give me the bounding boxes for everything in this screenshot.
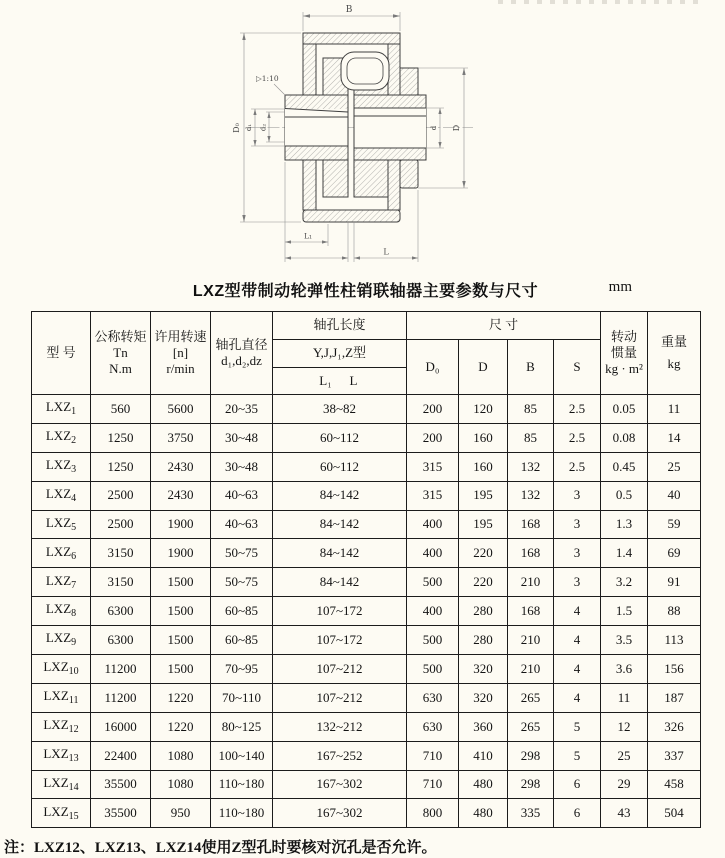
value-cell: 6300	[91, 597, 151, 626]
value-cell: 3750	[151, 423, 211, 452]
model-subscript: 3	[71, 463, 77, 475]
value-cell: 560	[91, 395, 151, 424]
value-cell: 5	[554, 741, 601, 770]
value-cell: 1500	[151, 597, 211, 626]
model-prefix: LXZ	[43, 688, 69, 704]
value-cell: 40	[648, 481, 701, 510]
value-cell: 950	[151, 799, 211, 828]
dim-label-D0: D₀	[232, 123, 241, 133]
value-cell: 35500	[91, 770, 151, 799]
table-row	[32, 741, 701, 770]
page-title: LXZ型带制动轮弹性柱销联轴器主要参数与尺寸	[192, 283, 539, 300]
dim-label-d1: d₁	[245, 123, 253, 132]
value-cell: 3150	[91, 568, 151, 597]
cropped-print-artifact	[498, 0, 703, 4]
value-cell: 710	[407, 741, 459, 770]
model-prefix: LXZ	[45, 456, 72, 472]
value-cell: 132	[508, 481, 554, 510]
value-cell: 85	[508, 395, 554, 424]
value-cell: 84~142	[273, 481, 407, 510]
value-cell: 113	[648, 626, 701, 655]
taper-leader-line	[274, 84, 286, 96]
model-prefix: LXZ	[43, 659, 69, 675]
value-cell: 1250	[91, 423, 151, 452]
model-cell	[32, 626, 91, 655]
table-header	[32, 312, 701, 395]
value-cell: 1080	[151, 741, 211, 770]
value-cell: 120	[459, 395, 508, 424]
header-L1-L: L₁ L	[273, 368, 407, 395]
value-cell: 91	[648, 568, 701, 597]
dim-label-d2: d₂	[259, 123, 268, 132]
value-cell: 11	[648, 395, 701, 424]
value-cell: 4	[554, 683, 601, 712]
value-cell: 25	[601, 741, 648, 770]
footnote	[4, 836, 437, 857]
value-cell: 30~48	[211, 423, 273, 452]
model-cell	[32, 510, 91, 539]
value-cell: 335	[508, 799, 554, 828]
value-cell: 458	[648, 770, 701, 799]
table-body	[32, 395, 701, 828]
value-cell: 210	[508, 626, 554, 655]
value-cell: 12	[601, 712, 648, 741]
brake-drum-right-wall-top	[388, 44, 400, 95]
value-cell: 400	[407, 597, 459, 626]
value-cell: 0.45	[601, 452, 648, 481]
value-cell: 320	[459, 655, 508, 684]
right-flange-rim-top	[400, 68, 418, 95]
brake-drum-left-wall-top	[303, 44, 316, 95]
model-prefix: LXZ	[45, 514, 72, 530]
table-row	[32, 626, 701, 655]
value-cell: 110~180	[211, 770, 273, 799]
value-cell: 50~75	[211, 568, 273, 597]
value-cell: 800	[407, 799, 459, 828]
value-cell: 30~48	[211, 452, 273, 481]
value-cell: 60~85	[211, 626, 273, 655]
value-cell: 11	[601, 683, 648, 712]
header-bore-diameter: 轴孔直径 d₁,d₂,dz	[211, 312, 273, 395]
value-cell: 2.5	[554, 423, 601, 452]
header-B: B	[508, 340, 554, 395]
model-prefix: LXZ	[43, 716, 69, 732]
value-cell: 5600	[151, 395, 211, 424]
right-flange-bottom	[354, 160, 388, 197]
header-model: 型 号	[32, 312, 91, 395]
value-cell: 2500	[91, 481, 151, 510]
table-row	[32, 683, 701, 712]
value-cell: 80~125	[211, 712, 273, 741]
value-cell: 298	[508, 770, 554, 799]
value-cell: 2.5	[554, 452, 601, 481]
value-cell: 0.05	[601, 395, 648, 424]
value-cell: 168	[508, 597, 554, 626]
value-cell: 400	[407, 539, 459, 568]
model-cell	[32, 452, 91, 481]
value-cell: 3	[554, 510, 601, 539]
header-size: 尺 寸	[407, 312, 601, 340]
model-prefix: LXZ	[43, 774, 69, 790]
header-bore-length-types: Y,J,J₁,Z型	[273, 340, 407, 368]
model-cell	[32, 539, 91, 568]
value-cell: 1250	[91, 452, 151, 481]
model-cell	[32, 799, 91, 828]
value-cell: 107~212	[273, 683, 407, 712]
model-subscript: 5	[71, 521, 77, 533]
value-cell: 195	[459, 510, 508, 539]
table-row	[32, 510, 701, 539]
table-row	[32, 712, 701, 741]
table-row	[32, 655, 701, 684]
value-cell: 69	[648, 539, 701, 568]
model-cell	[32, 770, 91, 799]
model-subscript: 1	[71, 406, 77, 418]
header-speed: 许用转速 [n] r/min	[151, 312, 211, 395]
value-cell: 1500	[151, 568, 211, 597]
value-cell: 132~212	[273, 712, 407, 741]
model-subscript: 9	[71, 637, 77, 649]
model-cell	[32, 712, 91, 741]
model-subscript: 8	[71, 608, 77, 620]
dim-label-L1: L₁	[304, 231, 312, 241]
value-cell: 3	[554, 539, 601, 568]
value-cell: 3150	[91, 539, 151, 568]
value-cell: 4	[554, 655, 601, 684]
value-cell: 6300	[91, 626, 151, 655]
model-cell	[32, 395, 91, 424]
model-subscript: 2	[71, 435, 77, 447]
unit-label: mm	[608, 279, 632, 295]
value-cell: 630	[407, 683, 459, 712]
value-cell: 210	[508, 568, 554, 597]
value-cell: 88	[648, 597, 701, 626]
brake-drum-left-wall-bottom	[303, 160, 316, 210]
value-cell: 500	[407, 655, 459, 684]
value-cell: 168	[508, 510, 554, 539]
value-cell: 315	[407, 481, 459, 510]
value-cell: 1.5	[601, 597, 648, 626]
brake-drum-top	[303, 33, 400, 44]
dim-label-L: L	[383, 247, 389, 257]
value-cell: 107~172	[273, 597, 407, 626]
model-cell	[32, 683, 91, 712]
value-cell: 40~63	[211, 510, 273, 539]
value-cell: 410	[459, 741, 508, 770]
value-cell: 480	[459, 770, 508, 799]
value-cell: 400	[407, 510, 459, 539]
value-cell: 280	[459, 597, 508, 626]
value-cell: 0.5	[601, 481, 648, 510]
parameters-table	[31, 311, 701, 828]
value-cell: 107~172	[273, 626, 407, 655]
value-cell: 200	[407, 423, 459, 452]
value-cell: 1900	[151, 539, 211, 568]
model-cell	[32, 481, 91, 510]
value-cell: 500	[407, 568, 459, 597]
model-subscript: 7	[71, 579, 77, 591]
value-cell: 85	[508, 423, 554, 452]
value-cell: 315	[407, 452, 459, 481]
brake-drum-bottom	[303, 210, 400, 222]
value-cell: 360	[459, 712, 508, 741]
value-cell: 1500	[151, 655, 211, 684]
value-cell: 337	[648, 741, 701, 770]
footnote-prefix: 注：	[4, 840, 35, 856]
value-cell: 50~75	[211, 539, 273, 568]
value-cell: 298	[508, 741, 554, 770]
model-subscript: 13	[68, 752, 79, 764]
right-bore-cut	[354, 108, 426, 148]
value-cell: 200	[407, 395, 459, 424]
table-row	[32, 395, 701, 424]
value-cell: 3.2	[601, 568, 648, 597]
value-cell: 187	[648, 683, 701, 712]
value-cell: 280	[459, 626, 508, 655]
model-prefix: LXZ	[43, 803, 69, 819]
value-cell: 25	[648, 452, 701, 481]
value-cell: 11200	[91, 655, 151, 684]
value-cell: 60~85	[211, 597, 273, 626]
value-cell: 16000	[91, 712, 151, 741]
value-cell: 6	[554, 799, 601, 828]
left-bore-cut	[285, 109, 348, 146]
value-cell: 100~140	[211, 741, 273, 770]
value-cell: 1500	[151, 626, 211, 655]
table-row	[32, 597, 701, 626]
value-cell: 1.3	[601, 510, 648, 539]
value-cell: 132	[508, 452, 554, 481]
value-cell: 20~35	[211, 395, 273, 424]
header-bore-length: 轴孔长度	[273, 312, 407, 340]
table-row	[32, 539, 701, 568]
value-cell: 60~112	[273, 423, 407, 452]
left-flange-bottom	[323, 160, 348, 197]
header-weight: 重量 kg	[648, 312, 701, 395]
model-prefix: LXZ	[45, 543, 72, 559]
dim-label-D: D	[452, 124, 461, 132]
value-cell: 160	[459, 423, 508, 452]
footnote-text: LXZ12、LXZ13、LXZ14使用Z型孔时要核对沉孔是否允许。	[34, 840, 437, 856]
value-cell: 1220	[151, 712, 211, 741]
model-prefix: LXZ	[45, 572, 72, 588]
table-row	[32, 452, 701, 481]
value-cell: 70~95	[211, 655, 273, 684]
table-row	[32, 770, 701, 799]
value-cell: 1.4	[601, 539, 648, 568]
table-row	[32, 568, 701, 597]
header-torque: 公称转矩Tn N.m	[91, 312, 151, 395]
model-cell	[32, 597, 91, 626]
value-cell: 4	[554, 626, 601, 655]
value-cell: 14	[648, 423, 701, 452]
value-cell: 110~180	[211, 799, 273, 828]
value-cell: 156	[648, 655, 701, 684]
value-cell: 3.5	[601, 626, 648, 655]
value-cell: 504	[648, 799, 701, 828]
value-cell: 326	[648, 712, 701, 741]
value-cell: 70~110	[211, 683, 273, 712]
value-cell: 3.6	[601, 655, 648, 684]
model-cell	[32, 655, 91, 684]
value-cell: 40~63	[211, 481, 273, 510]
model-prefix: LXZ	[45, 630, 72, 646]
value-cell: 84~142	[273, 539, 407, 568]
value-cell: 1900	[151, 510, 211, 539]
model-prefix: LXZ	[45, 601, 72, 617]
value-cell: 168	[508, 539, 554, 568]
value-cell: 0.08	[601, 423, 648, 452]
value-cell: 710	[407, 770, 459, 799]
model-prefix: LXZ	[45, 428, 72, 444]
value-cell: 60~112	[273, 452, 407, 481]
value-cell: 320	[459, 683, 508, 712]
header-D: D	[459, 340, 508, 395]
value-cell: 167~302	[273, 770, 407, 799]
table-row	[32, 481, 701, 510]
value-cell: 43	[601, 799, 648, 828]
value-cell: 3	[554, 481, 601, 510]
header-inertia: 转动 惯量 kg · m²	[601, 312, 648, 395]
model-subscript: 14	[68, 781, 79, 793]
model-subscript: 4	[71, 492, 77, 504]
model-subscript: 11	[68, 695, 79, 707]
value-cell: 3	[554, 568, 601, 597]
value-cell: 480	[459, 799, 508, 828]
header-D0: D₀	[407, 340, 459, 395]
model-subscript: 10	[68, 666, 79, 678]
value-cell: 220	[459, 539, 508, 568]
model-cell	[32, 568, 91, 597]
value-cell: 210	[508, 655, 554, 684]
model-subscript: 12	[68, 723, 79, 735]
value-cell: 6	[554, 770, 601, 799]
value-cell: 107~212	[273, 655, 407, 684]
brake-drum-right-wall-bottom	[388, 160, 400, 210]
taper-note: ▷1:10	[256, 74, 279, 83]
value-cell: 1080	[151, 770, 211, 799]
value-cell: 195	[459, 481, 508, 510]
value-cell: 2430	[151, 452, 211, 481]
dim-label-B: B	[345, 5, 353, 15]
value-cell: 630	[407, 712, 459, 741]
value-cell: 2430	[151, 481, 211, 510]
joint-extension-lines	[348, 222, 354, 262]
value-cell: 84~142	[273, 510, 407, 539]
coupling-section-drawing	[228, 0, 490, 272]
model-cell	[32, 423, 91, 452]
value-cell: 160	[459, 452, 508, 481]
table-title-row	[31, 278, 700, 300]
table-row	[32, 799, 701, 828]
model-prefix: LXZ	[45, 399, 72, 415]
value-cell: 220	[459, 568, 508, 597]
value-cell: 35500	[91, 799, 151, 828]
value-cell: 167~252	[273, 741, 407, 770]
value-cell: 265	[508, 712, 554, 741]
model-cell	[32, 741, 91, 770]
value-cell: 167~302	[273, 799, 407, 828]
model-subscript: 6	[71, 550, 77, 562]
table-row	[32, 423, 701, 452]
value-cell: 4	[554, 597, 601, 626]
value-cell: 84~142	[273, 568, 407, 597]
value-cell: 29	[601, 770, 648, 799]
value-cell: 2500	[91, 510, 151, 539]
header-S: S	[554, 340, 601, 395]
value-cell: 59	[648, 510, 701, 539]
value-cell: 500	[407, 626, 459, 655]
model-subscript: 15	[68, 810, 79, 822]
value-cell: 265	[508, 683, 554, 712]
model-prefix: LXZ	[43, 745, 69, 761]
value-cell: 38~82	[273, 395, 407, 424]
value-cell: 11200	[91, 683, 151, 712]
value-cell: 22400	[91, 741, 151, 770]
right-flange-rim-bottom	[400, 160, 418, 188]
dim-label-d: d	[430, 125, 438, 131]
value-cell: 5	[554, 712, 601, 741]
model-prefix: LXZ	[45, 485, 72, 501]
value-cell: 1220	[151, 683, 211, 712]
value-cell: 2.5	[554, 395, 601, 424]
